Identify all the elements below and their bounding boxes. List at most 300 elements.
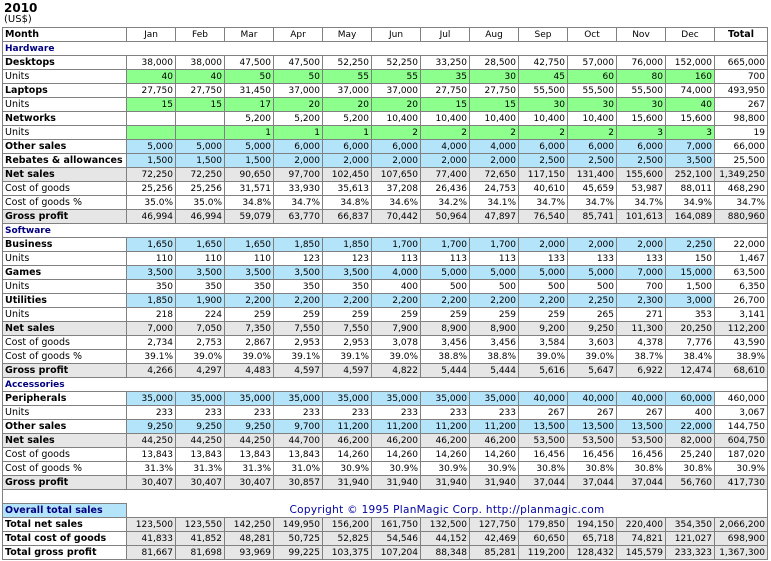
data-cell[interactable]: 46,200: [421, 434, 470, 448]
data-cell[interactable]: 34.6%: [372, 196, 421, 210]
data-cell[interactable]: 12,474: [666, 364, 715, 378]
data-cell[interactable]: 82,000: [666, 434, 715, 448]
data-cell[interactable]: 34.8%: [225, 196, 274, 210]
data-cell[interactable]: 2,000: [568, 238, 617, 252]
data-cell[interactable]: 7,550: [323, 322, 372, 336]
data-cell[interactable]: 24,753: [470, 182, 519, 196]
total-cell[interactable]: 1,367,300: [715, 546, 768, 560]
data-cell[interactable]: 72,250: [176, 168, 225, 182]
data-cell[interactable]: 2,000: [421, 154, 470, 168]
total-cell[interactable]: 187,020: [715, 448, 768, 462]
data-cell[interactable]: 34.9%: [666, 196, 715, 210]
data-cell[interactable]: 85,741: [568, 210, 617, 224]
data-cell[interactable]: 1,850: [323, 238, 372, 252]
data-cell[interactable]: 30.9%: [470, 462, 519, 476]
data-cell[interactable]: 2: [470, 126, 519, 140]
row-label[interactable]: Units: [3, 98, 127, 112]
data-cell[interactable]: 47,897: [470, 210, 519, 224]
data-cell[interactable]: 8,900: [421, 322, 470, 336]
data-cell[interactable]: 2,953: [323, 336, 372, 350]
data-cell[interactable]: 31,940: [470, 476, 519, 490]
data-cell[interactable]: 119,200: [519, 546, 568, 560]
total-header-cell[interactable]: Total: [715, 28, 768, 42]
data-cell[interactable]: 11,200: [470, 420, 519, 434]
data-cell[interactable]: 44,250: [225, 434, 274, 448]
total-cell[interactable]: 698,900: [715, 532, 768, 546]
data-cell[interactable]: 6,922: [617, 364, 666, 378]
data-cell[interactable]: 110: [225, 252, 274, 266]
data-cell[interactable]: 31,571: [225, 182, 274, 196]
data-cell[interactable]: 224: [176, 308, 225, 322]
data-cell[interactable]: 5,000: [176, 140, 225, 154]
data-cell[interactable]: 7,900: [372, 322, 421, 336]
data-cell[interactable]: 259: [470, 308, 519, 322]
data-cell[interactable]: 30: [568, 98, 617, 112]
data-cell[interactable]: 7,550: [274, 322, 323, 336]
data-cell[interactable]: 500: [568, 280, 617, 294]
data-cell[interactable]: [176, 112, 225, 126]
data-cell[interactable]: 220,400: [617, 518, 666, 532]
data-cell[interactable]: 233: [176, 406, 225, 420]
data-cell[interactable]: 354,350: [666, 518, 715, 532]
data-cell[interactable]: 4,378: [617, 336, 666, 350]
data-cell[interactable]: 113: [372, 252, 421, 266]
data-cell[interactable]: 35,000: [323, 392, 372, 406]
row-label[interactable]: Total cost of goods: [3, 532, 127, 546]
total-cell[interactable]: 3,141: [715, 308, 768, 322]
total-cell[interactable]: 880,960: [715, 210, 768, 224]
row-label[interactable]: Total gross profit: [3, 546, 127, 560]
data-cell[interactable]: 53,987: [617, 182, 666, 196]
row-label[interactable]: Rebates & allowances: [3, 154, 127, 168]
data-cell[interactable]: 33,250: [421, 56, 470, 70]
data-cell[interactable]: 3,500: [666, 154, 715, 168]
data-cell[interactable]: 39.0%: [372, 350, 421, 364]
row-label[interactable]: Net sales: [3, 434, 127, 448]
data-cell[interactable]: 44,250: [176, 434, 225, 448]
data-cell[interactable]: 1,650: [225, 238, 274, 252]
data-cell[interactable]: 1,700: [421, 238, 470, 252]
data-cell[interactable]: 5,000: [225, 140, 274, 154]
data-cell[interactable]: 39.0%: [568, 350, 617, 364]
data-cell[interactable]: 2,734: [127, 336, 176, 350]
data-cell[interactable]: 4,000: [421, 140, 470, 154]
data-cell[interactable]: 34.7%: [274, 196, 323, 210]
data-cell[interactable]: 40,610: [519, 182, 568, 196]
data-cell[interactable]: 123,500: [127, 518, 176, 532]
data-cell[interactable]: 11,200: [372, 420, 421, 434]
data-cell[interactable]: 4,597: [323, 364, 372, 378]
data-cell[interactable]: 9,250: [568, 322, 617, 336]
data-cell[interactable]: 30.8%: [568, 462, 617, 476]
month-header-cell[interactable]: Jul: [421, 28, 470, 42]
data-cell[interactable]: 35,000: [421, 392, 470, 406]
row-label[interactable]: Business: [3, 238, 127, 252]
data-cell[interactable]: 4,000: [372, 266, 421, 280]
row-label[interactable]: Gross profit: [3, 476, 127, 490]
data-cell[interactable]: 34.7%: [617, 196, 666, 210]
data-cell[interactable]: 15,000: [666, 266, 715, 280]
total-cell[interactable]: 43,590: [715, 336, 768, 350]
data-cell[interactable]: 34.7%: [568, 196, 617, 210]
data-cell[interactable]: 72,650: [470, 168, 519, 182]
data-cell[interactable]: 55,500: [617, 84, 666, 98]
data-cell[interactable]: 10,400: [519, 112, 568, 126]
month-header-cell[interactable]: Feb: [176, 28, 225, 42]
data-cell[interactable]: 267: [568, 406, 617, 420]
data-cell[interactable]: 2,500: [568, 154, 617, 168]
data-cell[interactable]: 9,250: [176, 420, 225, 434]
data-cell[interactable]: 259: [274, 308, 323, 322]
data-cell[interactable]: 90,650: [225, 168, 274, 182]
row-label[interactable]: Cost of goods: [3, 336, 127, 350]
data-cell[interactable]: 259: [225, 308, 274, 322]
data-cell[interactable]: 6,000: [519, 140, 568, 154]
data-cell[interactable]: 3,500: [176, 266, 225, 280]
data-cell[interactable]: 38,000: [127, 56, 176, 70]
row-label[interactable]: Units: [3, 252, 127, 266]
data-cell[interactable]: 11,300: [617, 322, 666, 336]
data-cell[interactable]: 39.1%: [274, 350, 323, 364]
row-label[interactable]: Gross profit: [3, 210, 127, 224]
data-cell[interactable]: 2,500: [519, 154, 568, 168]
data-cell[interactable]: 179,850: [519, 518, 568, 532]
data-cell[interactable]: 30.8%: [519, 462, 568, 476]
data-cell[interactable]: 117,150: [519, 168, 568, 182]
data-cell[interactable]: 265: [568, 308, 617, 322]
data-cell[interactable]: 11,200: [421, 420, 470, 434]
data-cell[interactable]: 4,483: [225, 364, 274, 378]
data-cell[interactable]: 13,500: [568, 420, 617, 434]
total-cell[interactable]: 25,500: [715, 154, 768, 168]
data-cell[interactable]: 5,200: [225, 112, 274, 126]
data-cell[interactable]: 123,550: [176, 518, 225, 532]
data-cell[interactable]: 50: [225, 70, 274, 84]
data-cell[interactable]: 194,150: [568, 518, 617, 532]
data-cell[interactable]: 55,500: [519, 84, 568, 98]
data-cell[interactable]: 42,469: [470, 532, 519, 546]
data-cell[interactable]: 37,208: [372, 182, 421, 196]
data-cell[interactable]: 30.8%: [666, 462, 715, 476]
data-cell[interactable]: 16,456: [519, 448, 568, 462]
data-cell[interactable]: 2,300: [617, 294, 666, 308]
data-cell[interactable]: 39.1%: [323, 350, 372, 364]
data-cell[interactable]: 25,240: [666, 448, 715, 462]
data-cell[interactable]: 35,613: [323, 182, 372, 196]
data-cell[interactable]: 142,250: [225, 518, 274, 532]
total-cell[interactable]: 38.9%: [715, 350, 768, 364]
data-cell[interactable]: 31.0%: [274, 462, 323, 476]
data-cell[interactable]: 2,200: [470, 294, 519, 308]
data-cell[interactable]: 132,500: [421, 518, 470, 532]
row-label[interactable]: Games: [3, 266, 127, 280]
data-cell[interactable]: 53,500: [519, 434, 568, 448]
data-cell[interactable]: 2,000: [372, 154, 421, 168]
data-cell[interactable]: 34.1%: [470, 196, 519, 210]
data-cell[interactable]: 35: [421, 70, 470, 84]
data-cell[interactable]: 161,750: [372, 518, 421, 532]
data-cell[interactable]: 2,753: [176, 336, 225, 350]
total-cell[interactable]: 665,000: [715, 56, 768, 70]
data-cell[interactable]: 121,027: [666, 532, 715, 546]
data-cell[interactable]: 107,650: [372, 168, 421, 182]
data-cell[interactable]: 1,650: [127, 238, 176, 252]
data-cell[interactable]: 353: [666, 308, 715, 322]
total-cell[interactable]: 112,200: [715, 322, 768, 336]
data-cell[interactable]: 1,700: [372, 238, 421, 252]
data-cell[interactable]: 1: [323, 126, 372, 140]
total-cell[interactable]: 700: [715, 70, 768, 84]
data-cell[interactable]: 271: [617, 308, 666, 322]
data-cell[interactable]: 88,011: [666, 182, 715, 196]
total-cell[interactable]: 417,730: [715, 476, 768, 490]
data-cell[interactable]: 259: [421, 308, 470, 322]
data-cell[interactable]: 45: [519, 70, 568, 84]
data-cell[interactable]: 31.3%: [127, 462, 176, 476]
data-cell[interactable]: 44,250: [127, 434, 176, 448]
data-cell[interactable]: 52,250: [323, 56, 372, 70]
data-cell[interactable]: 40: [666, 98, 715, 112]
row-label[interactable]: Units: [3, 406, 127, 420]
data-cell[interactable]: 1,500: [666, 280, 715, 294]
row-label[interactable]: Other sales: [3, 420, 127, 434]
data-cell[interactable]: 400: [666, 406, 715, 420]
data-cell[interactable]: 1,500: [127, 154, 176, 168]
data-cell[interactable]: 30.9%: [372, 462, 421, 476]
data-cell[interactable]: 40: [176, 70, 225, 84]
data-cell[interactable]: 5,000: [470, 266, 519, 280]
data-cell[interactable]: 20: [323, 98, 372, 112]
total-cell[interactable]: 1,349,250: [715, 168, 768, 182]
data-cell[interactable]: 30,407: [127, 476, 176, 490]
data-cell[interactable]: 133: [519, 252, 568, 266]
data-cell[interactable]: 59,079: [225, 210, 274, 224]
data-cell[interactable]: 4,266: [127, 364, 176, 378]
data-cell[interactable]: 27,750: [421, 84, 470, 98]
data-cell[interactable]: 55,500: [568, 84, 617, 98]
data-cell[interactable]: 27,750: [176, 84, 225, 98]
data-cell[interactable]: 28,500: [470, 56, 519, 70]
data-cell[interactable]: 40,000: [519, 392, 568, 406]
total-cell[interactable]: 22,000: [715, 238, 768, 252]
data-cell[interactable]: 7,000: [666, 140, 715, 154]
data-cell[interactable]: 97,700: [274, 168, 323, 182]
data-cell[interactable]: 40,000: [568, 392, 617, 406]
data-cell[interactable]: 34.2%: [421, 196, 470, 210]
row-label[interactable]: Units: [3, 70, 127, 84]
month-header-cell[interactable]: Mar: [225, 28, 274, 42]
data-cell[interactable]: 30,407: [225, 476, 274, 490]
data-cell[interactable]: 31,450: [225, 84, 274, 98]
data-cell[interactable]: 152,000: [666, 56, 715, 70]
data-cell[interactable]: 72,250: [127, 168, 176, 182]
data-cell[interactable]: 31,940: [421, 476, 470, 490]
data-cell[interactable]: 110: [176, 252, 225, 266]
total-cell[interactable]: 144,750: [715, 420, 768, 434]
data-cell[interactable]: 5,616: [519, 364, 568, 378]
data-cell[interactable]: 233: [421, 406, 470, 420]
data-cell[interactable]: 2,000: [323, 154, 372, 168]
row-label[interactable]: Units: [3, 308, 127, 322]
data-cell[interactable]: 31.3%: [225, 462, 274, 476]
data-cell[interactable]: 30: [519, 98, 568, 112]
data-cell[interactable]: 50,725: [274, 532, 323, 546]
data-cell[interactable]: 39.0%: [176, 350, 225, 364]
data-cell[interactable]: 3,603: [568, 336, 617, 350]
data-cell[interactable]: 113: [470, 252, 519, 266]
data-cell[interactable]: 5,000: [568, 266, 617, 280]
data-cell[interactable]: 20: [372, 98, 421, 112]
row-label[interactable]: Cost of goods %: [3, 350, 127, 364]
data-cell[interactable]: 76,000: [617, 56, 666, 70]
data-cell[interactable]: 350: [323, 280, 372, 294]
data-cell[interactable]: 38.8%: [470, 350, 519, 364]
data-cell[interactable]: 60,650: [519, 532, 568, 546]
data-cell[interactable]: 7,350: [225, 322, 274, 336]
data-cell[interactable]: 149,950: [274, 518, 323, 532]
data-cell[interactable]: 50: [274, 70, 323, 84]
data-cell[interactable]: 47,500: [274, 56, 323, 70]
data-cell[interactable]: 31,940: [372, 476, 421, 490]
data-cell[interactable]: 3,078: [372, 336, 421, 350]
data-cell[interactable]: 53,500: [568, 434, 617, 448]
data-cell[interactable]: 400: [372, 280, 421, 294]
data-cell[interactable]: [127, 126, 176, 140]
data-cell[interactable]: 2,000: [274, 154, 323, 168]
data-cell[interactable]: 88,348: [421, 546, 470, 560]
total-cell[interactable]: 267: [715, 98, 768, 112]
data-cell[interactable]: 13,500: [519, 420, 568, 434]
data-cell[interactable]: 2,000: [470, 154, 519, 168]
data-cell[interactable]: 5,647: [568, 364, 617, 378]
total-cell[interactable]: 1,467: [715, 252, 768, 266]
data-cell[interactable]: 350: [225, 280, 274, 294]
data-cell[interactable]: 66,837: [323, 210, 372, 224]
data-cell[interactable]: 54,546: [372, 532, 421, 546]
data-cell[interactable]: 150: [666, 252, 715, 266]
data-cell[interactable]: 27,750: [127, 84, 176, 98]
data-cell[interactable]: 37,000: [274, 84, 323, 98]
data-cell[interactable]: 46,994: [127, 210, 176, 224]
data-cell[interactable]: 11,200: [323, 420, 372, 434]
data-cell[interactable]: 80: [617, 70, 666, 84]
data-cell[interactable]: 5,000: [519, 266, 568, 280]
data-cell[interactable]: 145,579: [617, 546, 666, 560]
total-cell[interactable]: 98,800: [715, 112, 768, 126]
data-cell[interactable]: 3,000: [666, 294, 715, 308]
data-cell[interactable]: 127,750: [470, 518, 519, 532]
data-cell[interactable]: 63,770: [274, 210, 323, 224]
data-cell[interactable]: 26,436: [421, 182, 470, 196]
data-cell[interactable]: 267: [519, 406, 568, 420]
data-cell[interactable]: [127, 112, 176, 126]
data-cell[interactable]: 33,930: [274, 182, 323, 196]
data-cell[interactable]: 3,500: [225, 266, 274, 280]
data-cell[interactable]: 34.7%: [519, 196, 568, 210]
month-header-cell[interactable]: Apr: [274, 28, 323, 42]
data-cell[interactable]: 81,698: [176, 546, 225, 560]
data-cell[interactable]: 107,204: [372, 546, 421, 560]
data-cell[interactable]: 500: [421, 280, 470, 294]
data-cell[interactable]: 39.1%: [127, 350, 176, 364]
row-label[interactable]: Utilities: [3, 294, 127, 308]
data-cell[interactable]: 9,200: [519, 322, 568, 336]
data-cell[interactable]: 3: [666, 126, 715, 140]
total-cell[interactable]: 460,000: [715, 392, 768, 406]
data-cell[interactable]: 14,260: [323, 448, 372, 462]
data-cell[interactable]: 350: [127, 280, 176, 294]
data-cell[interactable]: 10,400: [470, 112, 519, 126]
data-cell[interactable]: 48,281: [225, 532, 274, 546]
total-cell[interactable]: 3,067: [715, 406, 768, 420]
data-cell[interactable]: 5,000: [127, 140, 176, 154]
month-header-cell[interactable]: Jan: [127, 28, 176, 42]
data-cell[interactable]: 37,044: [617, 476, 666, 490]
data-cell[interactable]: 46,200: [372, 434, 421, 448]
data-cell[interactable]: 38.4%: [666, 350, 715, 364]
data-cell[interactable]: 38.7%: [617, 350, 666, 364]
data-cell[interactable]: 6,000: [372, 140, 421, 154]
total-cell[interactable]: 493,950: [715, 84, 768, 98]
data-cell[interactable]: 10,400: [372, 112, 421, 126]
data-cell[interactable]: 13,500: [617, 420, 666, 434]
data-cell[interactable]: 14,260: [421, 448, 470, 462]
data-cell[interactable]: 2,200: [372, 294, 421, 308]
data-cell[interactable]: 13,843: [127, 448, 176, 462]
data-cell[interactable]: 50,964: [421, 210, 470, 224]
data-cell[interactable]: 3: [617, 126, 666, 140]
month-header-label[interactable]: Month: [3, 28, 127, 42]
data-cell[interactable]: 2,200: [323, 294, 372, 308]
data-cell[interactable]: 6,000: [568, 140, 617, 154]
data-cell[interactable]: 81,667: [127, 546, 176, 560]
data-cell[interactable]: 35,000: [470, 392, 519, 406]
data-cell[interactable]: 42,750: [519, 56, 568, 70]
row-label[interactable]: Cost of goods: [3, 448, 127, 462]
data-cell[interactable]: 34.8%: [323, 196, 372, 210]
data-cell[interactable]: 37,000: [323, 84, 372, 98]
total-cell[interactable]: 26,700: [715, 294, 768, 308]
data-cell[interactable]: 13,843: [176, 448, 225, 462]
row-label[interactable]: Other sales: [3, 140, 127, 154]
data-cell[interactable]: 46,200: [323, 434, 372, 448]
data-cell[interactable]: 37,000: [372, 84, 421, 98]
data-cell[interactable]: 1,900: [176, 294, 225, 308]
row-label[interactable]: Networks: [3, 112, 127, 126]
data-cell[interactable]: 41,852: [176, 532, 225, 546]
copyright-notice[interactable]: Copyright © 1995 PlanMagic Corp. http://planmagic.com: [127, 504, 768, 518]
data-cell[interactable]: 2,200: [519, 294, 568, 308]
data-cell[interactable]: 3,456: [470, 336, 519, 350]
data-cell[interactable]: 2,000: [519, 238, 568, 252]
data-cell[interactable]: 13,843: [225, 448, 274, 462]
data-cell[interactable]: 500: [519, 280, 568, 294]
data-cell[interactable]: 15: [470, 98, 519, 112]
month-header-cell[interactable]: Sep: [519, 28, 568, 42]
data-cell[interactable]: 16,456: [568, 448, 617, 462]
data-cell[interactable]: 60: [568, 70, 617, 84]
data-cell[interactable]: 10,400: [421, 112, 470, 126]
data-cell[interactable]: 131,400: [568, 168, 617, 182]
data-cell[interactable]: 2,500: [617, 154, 666, 168]
total-cell[interactable]: 30.9%: [715, 462, 768, 476]
month-header-cell[interactable]: Nov: [617, 28, 666, 42]
row-label[interactable]: Cost of goods: [3, 182, 127, 196]
data-cell[interactable]: 55: [323, 70, 372, 84]
data-cell[interactable]: 233,323: [666, 546, 715, 560]
data-cell[interactable]: 15: [421, 98, 470, 112]
data-cell[interactable]: 65,718: [568, 532, 617, 546]
